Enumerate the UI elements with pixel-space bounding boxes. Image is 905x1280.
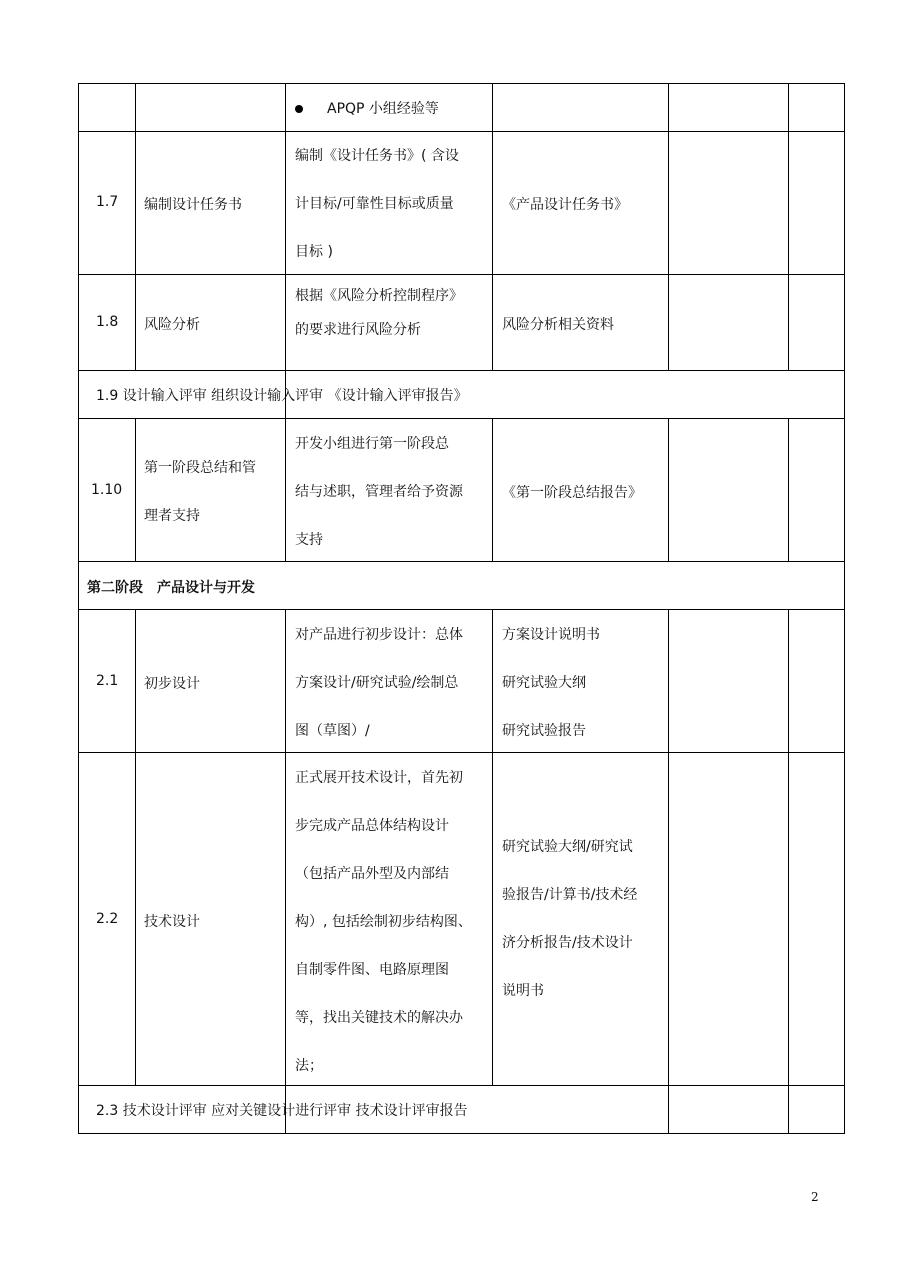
row-1-10-number: 1.10 (91, 482, 123, 498)
row-2-2-output (502, 823, 637, 1015)
desc-line: 图（草图）/ (295, 723, 370, 739)
row-1-10-output: 《第一阶段总结报告》 (502, 485, 642, 501)
row-separator (78, 131, 845, 132)
row-1-10-name (144, 444, 256, 540)
output-line: 说明书 (502, 983, 544, 999)
row-1-7-description (295, 132, 459, 276)
row-1-8-name: 风险分析 (144, 317, 200, 333)
column-separator (135, 609, 136, 1085)
output-line: 研究试验大纲/研究试 (502, 839, 633, 855)
row-1-7-number: 1.7 (96, 194, 119, 210)
row-2-3-text: 2.3 技术设计评审 应对关键设计进行评审 技术设计评审报告 (96, 1103, 468, 1119)
desc-line: 计目标/可靠性目标或质量 (295, 196, 454, 212)
desc-line: 等，找出关键技术的解决办 (295, 1010, 463, 1026)
row-1-7-output: 《产品设计任务书》 (502, 197, 628, 213)
desc-line: 结与述职，管理者给予资源 (295, 484, 463, 500)
row-separator (78, 418, 845, 419)
column-separator (285, 418, 286, 561)
table-border-left (78, 83, 79, 1134)
desc-line: 支持 (295, 532, 323, 548)
column-separator (492, 83, 493, 370)
column-separator (492, 418, 493, 561)
output-line: 验报告/计算书/技术经 (502, 887, 638, 903)
name-line: 理者支持 (144, 508, 200, 524)
row-1-9-text: 1.9 设计输入评审 组织设计输入评审 《设计输入评审报告》 (96, 388, 468, 404)
column-separator (788, 609, 789, 1085)
table-border-top (78, 83, 845, 84)
output-line: 研究试验大纲 (502, 675, 586, 691)
output-line: 济分析报告/技术设计 (502, 935, 633, 951)
stage-2-heading: 第二阶段 产品设计与开发 (87, 580, 255, 596)
column-separator (668, 609, 669, 1085)
desc-line: 编制《设计任务书》( 含设 (295, 148, 459, 164)
column-separator (668, 418, 669, 561)
row-1-7-name: 编制设计任务书 (144, 197, 242, 213)
column-separator (788, 418, 789, 561)
column-separator (135, 418, 136, 561)
row-2-1-name: 初步设计 (144, 676, 200, 692)
output-line: 研究试验报告 (502, 723, 586, 739)
page-number: 2 (811, 1190, 819, 1204)
column-separator (492, 609, 493, 1085)
column-separator (788, 1085, 789, 1133)
row-1-10-description (295, 420, 463, 564)
row-2-1-number: 2.1 (96, 673, 119, 689)
desc-line: 的要求进行风险分析 (295, 322, 421, 338)
column-separator (285, 83, 286, 370)
row-2-2-name: 技术设计 (144, 914, 200, 930)
row-2-2-description (295, 754, 472, 1090)
bullet-icon (295, 105, 303, 113)
row-1-8-description (295, 274, 463, 338)
column-separator (135, 83, 136, 370)
row-separator (78, 609, 845, 610)
row-2-2-number: 2.2 (96, 911, 119, 927)
desc-line: 对产品进行初步设计：总体 (295, 627, 463, 643)
desc-line: 正式展开技术设计，首先初 (295, 770, 463, 786)
name-line: 第一阶段总结和管 (144, 460, 256, 476)
row-separator (78, 370, 845, 371)
desc-line: 步完成产品总体结构设计 (295, 818, 449, 834)
column-separator (668, 1085, 669, 1133)
desc-line: 构）, 包括绘制初步结构图、 (295, 914, 472, 930)
desc-line: 开发小组进行第一阶段总 (295, 436, 449, 452)
table-border-right (844, 83, 845, 1134)
row-2-1-output (502, 611, 600, 755)
column-separator (788, 83, 789, 370)
desc-line: 法； (295, 1058, 323, 1074)
desc-line: 目标 ) (295, 244, 333, 260)
row-1-8-number: 1.8 (96, 314, 119, 330)
apqp-bullet-item (295, 98, 439, 118)
desc-line: 根据《风险分析控制程序》 (295, 288, 463, 304)
desc-line: 方案设计/研究试验/绘制总 (295, 675, 459, 691)
apqp-text: APQP 小组经验等 (327, 101, 439, 117)
column-separator (668, 83, 669, 370)
table-border-bottom (78, 1133, 845, 1134)
row-1-8-output: 风险分析相关资料 (502, 317, 614, 333)
row-2-1-description (295, 611, 463, 755)
column-separator (285, 609, 286, 1085)
desc-line: （包括产品外型及内部结 (295, 866, 449, 882)
output-line: 方案设计说明书 (502, 627, 600, 643)
desc-line: 自制零件图、电路原理图 (295, 962, 449, 978)
